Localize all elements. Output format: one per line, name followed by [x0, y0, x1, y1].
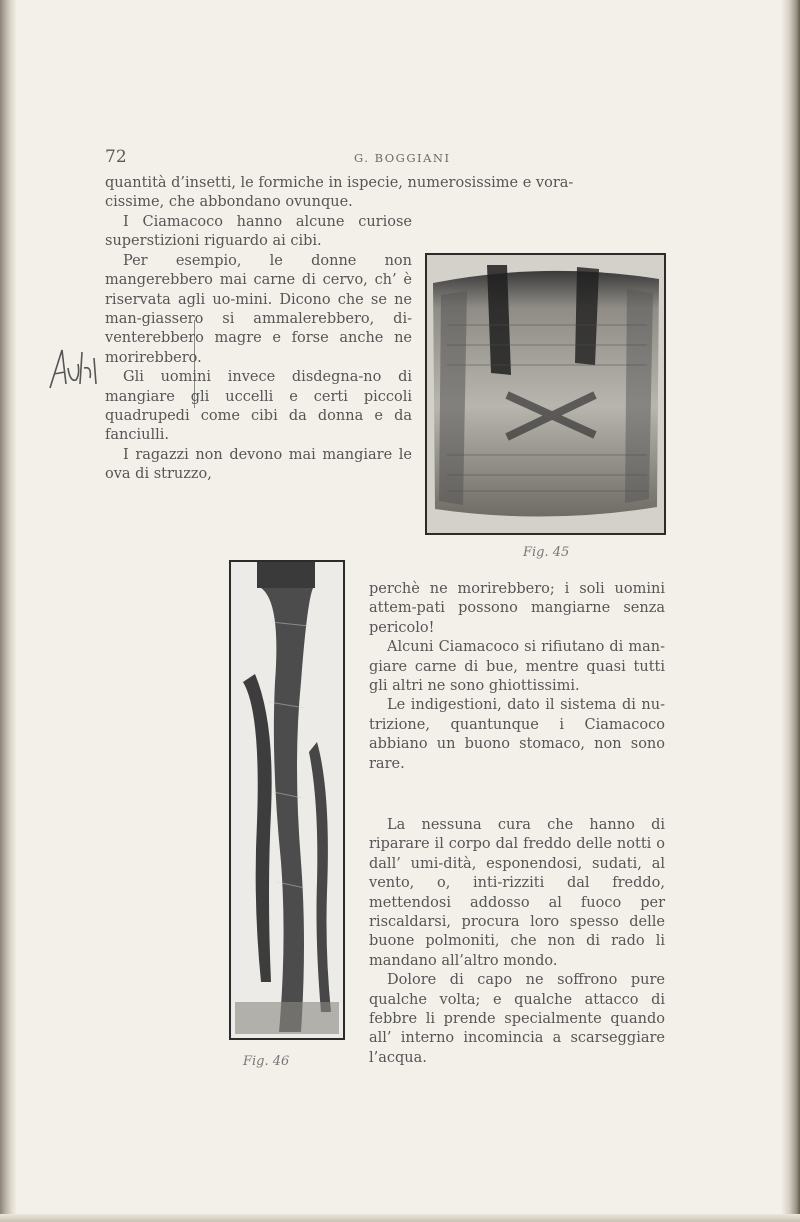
figure-45-image — [425, 253, 666, 535]
paragraph-ostrich-eggs: perchè ne morirebbero; i soli uomini attem-pati possono mangiarne senza pericolo! — [369, 581, 665, 636]
paragraph-men: Gli uomini invece disdegna-no di mangiare gli uccelli e certi piccoli quadrupedi come cibi da donna e da fanciulli. — [105, 369, 412, 444]
text-block-left-column — [105, 213, 412, 485]
figure-46-image — [229, 560, 345, 1040]
figure-46-caption: Fig. 46 — [243, 1054, 290, 1069]
paragraph-continuation: quantità d’insetti, le formiche in ispecie, numerosissime e vora- — [105, 175, 574, 191]
page-bottom-edge — [0, 1214, 800, 1222]
paragraph-cold: La nessuna cura che hanno di riparare il corpo dal freddo delle notti o dall’ umi-dità, esponendosi, sudati, al vento, o, inti-rizziti dal freddo, mettendosi addosso al fuoco per riscaldarsi, procura loro spesso delle buone polmoniti, che non di rado li mandano all’altro mondo. — [369, 817, 665, 969]
figure-45-caption: Fig. 45 — [523, 545, 570, 560]
paragraph-headache: Dolore di capo ne soffrono pure qualche volta; e qualche attacco di febbre li prende specialmente quando all’ interno incomincia a scarseggiare l’acqua. — [369, 972, 665, 1066]
text-block-top — [105, 174, 665, 213]
handwritten-margin-note — [46, 344, 102, 394]
paragraph-women: Per esempio, le donne non mangerebbero mai carne di cervo, ch’ è riservata agli uo-mini. Dicono che se ne man-giassero si ammalerebbero, di-venterebbero magre e forse anche ne morirebbero. — [105, 252, 412, 366]
text-block-right-column-1 — [369, 580, 665, 774]
paragraph-indigestion: Le indigestioni, dato il sistema di nu-trizione, quantunque i Ciamacoco abbiano un buono stomaco, non sono rare. — [369, 697, 665, 772]
page-right-edge — [782, 0, 800, 1222]
paragraph-beef: Alcuni Ciamacoco si rifiutano di man-giare carne di bue, mentre quasi tutti gli altri ne sono ghiottissimi. — [369, 639, 665, 695]
page-left-edge — [0, 0, 16, 1222]
page-number: 72 — [105, 147, 127, 167]
running-head: G. BOGGIANI — [354, 151, 451, 165]
text-block-right-column-2 — [369, 816, 665, 1068]
paragraph-boys: I ragazzi non devono mai mangiare le ova di struzzo, — [105, 446, 412, 483]
paragraph-continuation-end: cissime, che abbondano ovunque. — [105, 194, 353, 211]
paragraph-superstitions: I Ciamacoco hanno alcune curiose superstizioni riguardo ai cibi. — [105, 214, 412, 250]
